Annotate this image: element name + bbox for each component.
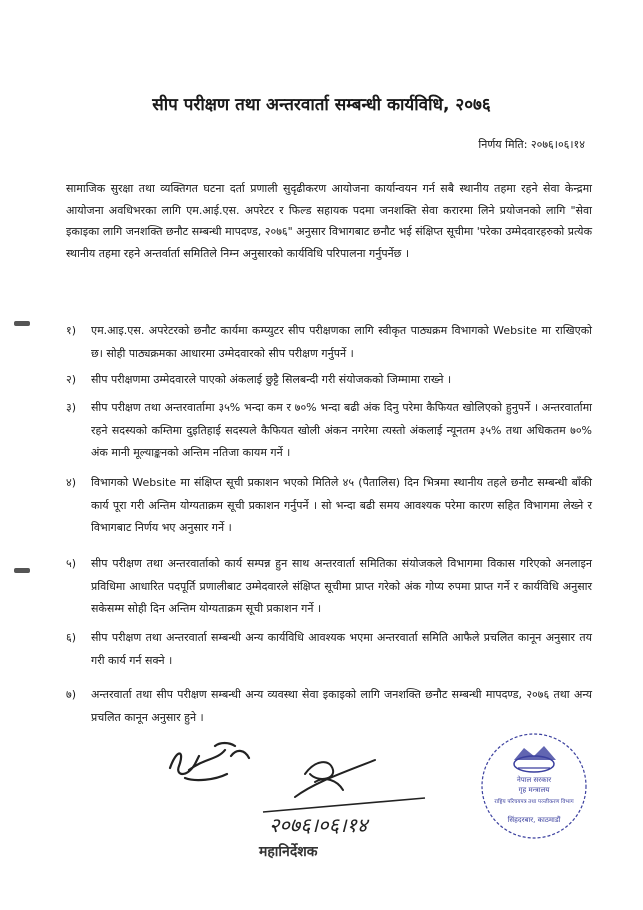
list-item: [66, 369, 592, 392]
list-item-text: विभागको Website मा संक्षिप्त सूची प्रकाशन भएको मितिले ४५ (पैतालिस) दिन भित्रमा स्थानीय तहले छनौट सम्बन्धी बाँकी कार्य पूरा गरी अन्तिम योग्यताक्रम सूची प्रकाशन गर्नुपर्ने । सो भन्दा बढी समय आवश्यक परेमा कारण सहित विभागमा लेख्ने र विभागबाट निर्णय भए अनुसार गर्ने ।: [91, 476, 592, 534]
list-item-number: ६): [66, 631, 77, 644]
list-item-number: २): [66, 373, 77, 386]
seal-line-2: गृह मन्त्रालय: [518, 786, 550, 794]
decision-date: निर्णय मिति: २०७६।०६।१४: [478, 138, 585, 151]
seal-line-4: सिंहदरबार, काठमाडौं: [507, 816, 561, 824]
handwritten-date: २०७६।०६।१४: [269, 813, 368, 837]
intro-paragraph: सामाजिक सुरक्षा तथा व्यक्तिगत घटना दर्ता प्रणाली सुदृढीकरण आयोजना कार्यान्वयन गर्न सबै स्थानीय तहमा रहने सेवा केन्द्रमा आयोजना अवधिभरका लागि एम.आई.एस. अपरेटर र फिल्ड सहायक पदमा जनशक्ति सेवा करारमा लिने प्रयोजनको लागि "सेवा इकाइका लागि जनशक्ति छनौट सम्बन्धी मापदण्ड, २०७६" अनुसार विभागबाट छनौट भई संक्षिप्त सूचीमा 'परेका उम्मेदवारहरुको प्रत्येक स्थानीय तहमा रहने अन्तर्वार्ता समितिले निम्न अनुसारको कार्यविधि परिपालना गर्नुपर्नेछ ।: [66, 182, 593, 260]
list-item: [66, 684, 592, 729]
list-item: [66, 627, 592, 672]
seal-line-3: राष्ट्रिय परिचयपत्र तथा पञ्जीकरण विभाग: [494, 799, 574, 805]
list-item-number: ४): [66, 476, 77, 489]
document-title: सीप परीक्षण तथा अन्तरवार्ता सम्बन्धी कार्यविधि, २०७६: [152, 95, 491, 115]
seal-line-1: नेपाल सरकार: [516, 776, 552, 784]
official-seal: [478, 730, 590, 842]
emblem-icon: [514, 746, 556, 772]
list-item: [66, 397, 592, 465]
margin-mark: [14, 568, 30, 573]
list-item-text: सीप परीक्षण तथा अन्तरवार्ताको कार्य सम्पन्न हुन साथ अन्तरवार्ता समितिका संयोजकले विभागमा विकास गरिएको अनलाइन प्रविधिमा आधारित पदपूर्ति प्रणालीबाट उम्मेदवारले संक्षिप्त सूचीमा प्राप्त गरेको अंक गोप्य रुपमा प्राप्त गर्ने र कार्यविधि अनुसार सकेसम्म सोही दिन अन्तिम योग्यताक्रम सूची प्रकाशन गर्ने ।: [91, 557, 592, 615]
list-item: [66, 472, 592, 540]
list-item-number: ५): [66, 557, 77, 570]
list-item-number: १): [66, 324, 77, 337]
list-item-text: एम.आइ.एस. अपरेटरको छनौट कार्यमा कम्प्युटर सीप परीक्षणका लागि स्वीकृत पाठ्यक्रम विभागको Website मा राखिएको छ। सोही पाठ्यक्रमका आधारमा उम्मेदवारको सीप परीक्षण गर्नुपर्ने ।: [91, 324, 592, 360]
list-item-number: ७): [66, 688, 77, 701]
list-item-text: सीप परीक्षण तथा अन्तरवार्ता सम्बन्धी अन्य कार्यविधि आवश्यक भएमा अन्तरवार्ता समिति आफैले प्रचलित कानून अनुसार तय गरी कार्य गर्न सक्ने ।: [91, 631, 592, 667]
initials-signature: [165, 738, 260, 788]
list-item: [66, 553, 592, 621]
list-item-text: सीप परीक्षण तथा अन्तरवार्तामा ३५% भन्दा कम र ७०% भन्दा बढी अंक दिनु परेमा कैफियत खोलिएको हुनुपर्ने । अन्तरवार्तामा रहने सदस्यको कम्तिमा दुइतिहाई सदस्यले कैफियत खोली अंकन नगरेमा त्यस्तो अंकलाई न्यूनतम ३५% तथा अधिकतम ७०% अंक मानी मूल्याङ्कनको अन्तिम नतिजा कायम गर्ने ।: [91, 401, 592, 459]
list-item-text: सीप परीक्षणमा उम्मेदवारले पाएको अंकलाई छुट्टै सिलबन्दी गरी संयोजकको जिम्मामा राख्ने ।: [91, 373, 452, 386]
list-item-text: अन्तरवार्ता तथा सीप परीक्षण सम्बन्धी अन्य व्यवस्था सेवा इकाइको लागि जनशक्ति छनौट सम्बन्धी मापदण्ड, २०७६ तथा अन्य प्रचलित कानून अनुसार हुने ।: [91, 688, 592, 724]
director-signature: [255, 752, 435, 862]
list-item: [66, 320, 592, 365]
designation-label: महानिर्देशक: [259, 844, 318, 860]
list-item-number: ३): [66, 401, 77, 414]
margin-mark: [14, 321, 30, 326]
